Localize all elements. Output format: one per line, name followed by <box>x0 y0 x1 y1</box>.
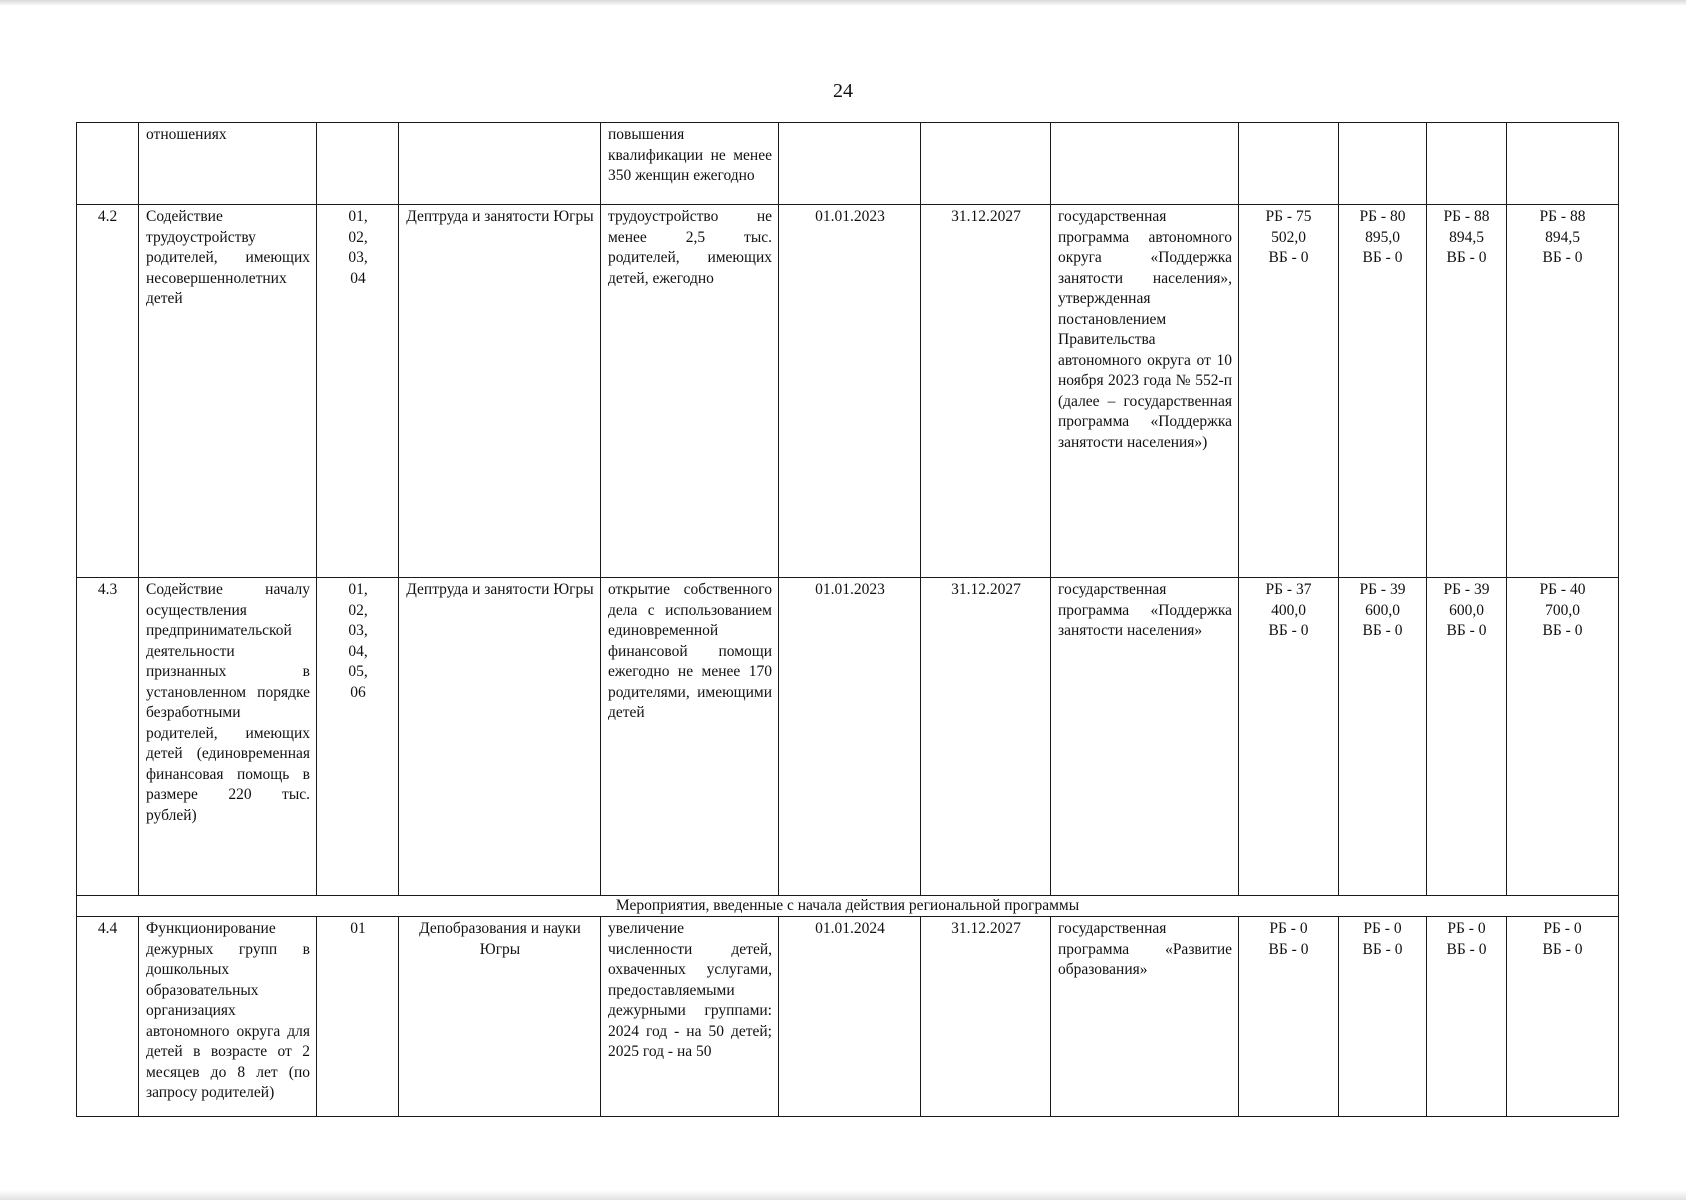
page-number: 24 <box>833 80 853 102</box>
funding-line: РБ - 0 <box>1363 920 1402 937</box>
end-date: 31.12.2027 <box>921 205 1051 578</box>
measures-table <box>76 122 1619 1117</box>
target-codes <box>317 123 399 205</box>
start-date: 01.01.2024 <box>779 917 921 1117</box>
funding-line: 600,0 <box>1365 601 1400 619</box>
executor <box>399 123 601 205</box>
funding-2026 <box>1427 123 1507 205</box>
target-codes <box>317 917 399 1117</box>
expected-result: увеличение численности детей, охваченных услугами, предоставляемыми дежурными группами: 2024 год - на 50 детей; 2025 год - на 50 <box>601 917 779 1117</box>
funding-line: 894,5 <box>1545 228 1580 246</box>
table-row <box>77 123 1619 205</box>
funding-2026 <box>1427 205 1507 578</box>
funding-2027 <box>1507 123 1619 205</box>
funding-2027 <box>1507 917 1619 1117</box>
funding-line: РБ - 39 <box>1443 581 1490 598</box>
row-number: 4.2 <box>77 205 139 578</box>
funding-line: ВБ - 0 <box>1446 622 1487 639</box>
target-code: 01, <box>348 208 368 225</box>
funding-2024 <box>1239 917 1339 1117</box>
funding-line: 600,0 <box>1449 601 1484 619</box>
end-date: 31.12.2027 <box>921 917 1051 1117</box>
target-code: 06 <box>350 683 366 701</box>
section-title: Мероприятия, введенные с начала действия региональной программы <box>77 896 1619 917</box>
expected-result: повышения квалификации не менее 350 женщин ежегодно <box>601 123 779 205</box>
table-row <box>77 917 1619 1117</box>
funding-2025 <box>1339 205 1427 578</box>
funding-line: 700,0 <box>1545 601 1580 619</box>
start-date: 01.01.2023 <box>779 578 921 896</box>
funding-line: РБ - 88 <box>1443 208 1490 225</box>
executor: Дептруда и занятости Югры <box>399 205 601 578</box>
funding-line: 895,0 <box>1365 228 1400 246</box>
funding-line: РБ - 40 <box>1539 581 1586 598</box>
funding-2025 <box>1339 578 1427 896</box>
funding-line: РБ - 88 <box>1539 208 1586 225</box>
funding-line: ВБ - 0 <box>1362 622 1403 639</box>
funding-2026 <box>1427 917 1507 1117</box>
executor: Дептруда и занятости Югры <box>399 578 601 896</box>
funding-line: ВБ - 0 <box>1446 940 1487 958</box>
table-row <box>77 578 1619 896</box>
start-date: 01.01.2023 <box>779 205 921 578</box>
target-code: 03, <box>348 249 368 266</box>
funding-2026 <box>1427 578 1507 896</box>
funding-2024 <box>1239 205 1339 578</box>
funding-2024 <box>1239 578 1339 896</box>
measure-name: Содействие началу осуществления предпринимательской деятельности признанных в установленном порядке безработными родителей, имеющих детей (единовременная финансовая помощь в размере 220 тыс. рублей) <box>139 578 317 896</box>
funding-line: РБ - 0 <box>1269 920 1308 937</box>
table-row <box>77 205 1619 578</box>
funding-2024 <box>1239 123 1339 205</box>
expected-result: открытие собственного дела с использованием единовременной финансовой помощи ежегодно не менее 170 родителями, имеющими детей <box>601 578 779 896</box>
funding-2027 <box>1507 205 1619 578</box>
end-date: 31.12.2027 <box>921 578 1051 896</box>
target-codes <box>317 205 399 578</box>
target-code: 03, <box>348 622 368 639</box>
funding-line: ВБ - 0 <box>1542 249 1583 266</box>
funding-line: ВБ - 0 <box>1542 940 1583 958</box>
funding-line: 400,0 <box>1271 601 1306 619</box>
scan-edge-bottom <box>0 1190 1686 1200</box>
start-date <box>779 123 921 205</box>
funding-line: ВБ - 0 <box>1268 940 1309 958</box>
target-code: 01 <box>350 920 366 937</box>
funding-line: ВБ - 0 <box>1362 940 1403 958</box>
funding-line: РБ - 0 <box>1447 920 1486 937</box>
measure-name: Функционирование дежурных групп в дошкольных образовательных организациях автономного округа для детей в возрасте от 2 месяцев до 8 лет (по запросу родителей) <box>139 917 317 1117</box>
row-number: 4.4 <box>77 917 139 1117</box>
funding-source: государственная программа «Поддержка занятости населения» <box>1051 578 1239 896</box>
funding-2025 <box>1339 917 1427 1117</box>
executor: Депобразования и науки Югры <box>399 917 601 1117</box>
row-number <box>77 123 139 205</box>
target-code: 01, <box>348 581 368 598</box>
target-code: 02, <box>348 228 368 246</box>
funding-source: государственная программа автономного округа «Поддержка занятости населения», утвержденная постановлением Правительства автономного округа от 10 ноября 2023 года № 552-п (далее – государственная программа «Поддержка занятости населения») <box>1051 205 1239 578</box>
section-header-row <box>77 896 1619 917</box>
funding-line: РБ - 80 <box>1359 208 1406 225</box>
funding-2027 <box>1507 578 1619 896</box>
funding-line: ВБ - 0 <box>1268 249 1309 266</box>
row-number: 4.3 <box>77 578 139 896</box>
funding-line: ВБ - 0 <box>1446 249 1487 266</box>
funding-line: ВБ - 0 <box>1362 249 1403 266</box>
measure-name: Содействие трудоустройству родителей, имеющих несовершеннолетних детей <box>139 205 317 578</box>
funding-2025 <box>1339 123 1427 205</box>
funding-line: ВБ - 0 <box>1268 622 1309 639</box>
measure-name: отношениях <box>139 123 317 205</box>
target-code: 04, <box>348 642 368 660</box>
target-code: 04 <box>350 269 366 287</box>
funding-line: 502,0 <box>1271 228 1306 246</box>
funding-line: РБ - 75 <box>1265 208 1312 225</box>
funding-line: РБ - 0 <box>1543 920 1582 937</box>
funding-line: 894,5 <box>1449 228 1484 246</box>
funding-line: РБ - 37 <box>1265 581 1312 598</box>
target-code: 05, <box>348 663 368 680</box>
target-code: 02, <box>348 601 368 619</box>
expected-result: трудоустройство не менее 2,5 тыс. родителей, имеющих детей, ежегодно <box>601 205 779 578</box>
funding-line: РБ - 39 <box>1359 581 1406 598</box>
target-codes <box>317 578 399 896</box>
scan-edge-top <box>0 0 1686 6</box>
funding-source: государственная программа «Развитие образования» <box>1051 917 1239 1117</box>
funding-source <box>1051 123 1239 205</box>
funding-line: ВБ - 0 <box>1542 622 1583 639</box>
end-date <box>921 123 1051 205</box>
